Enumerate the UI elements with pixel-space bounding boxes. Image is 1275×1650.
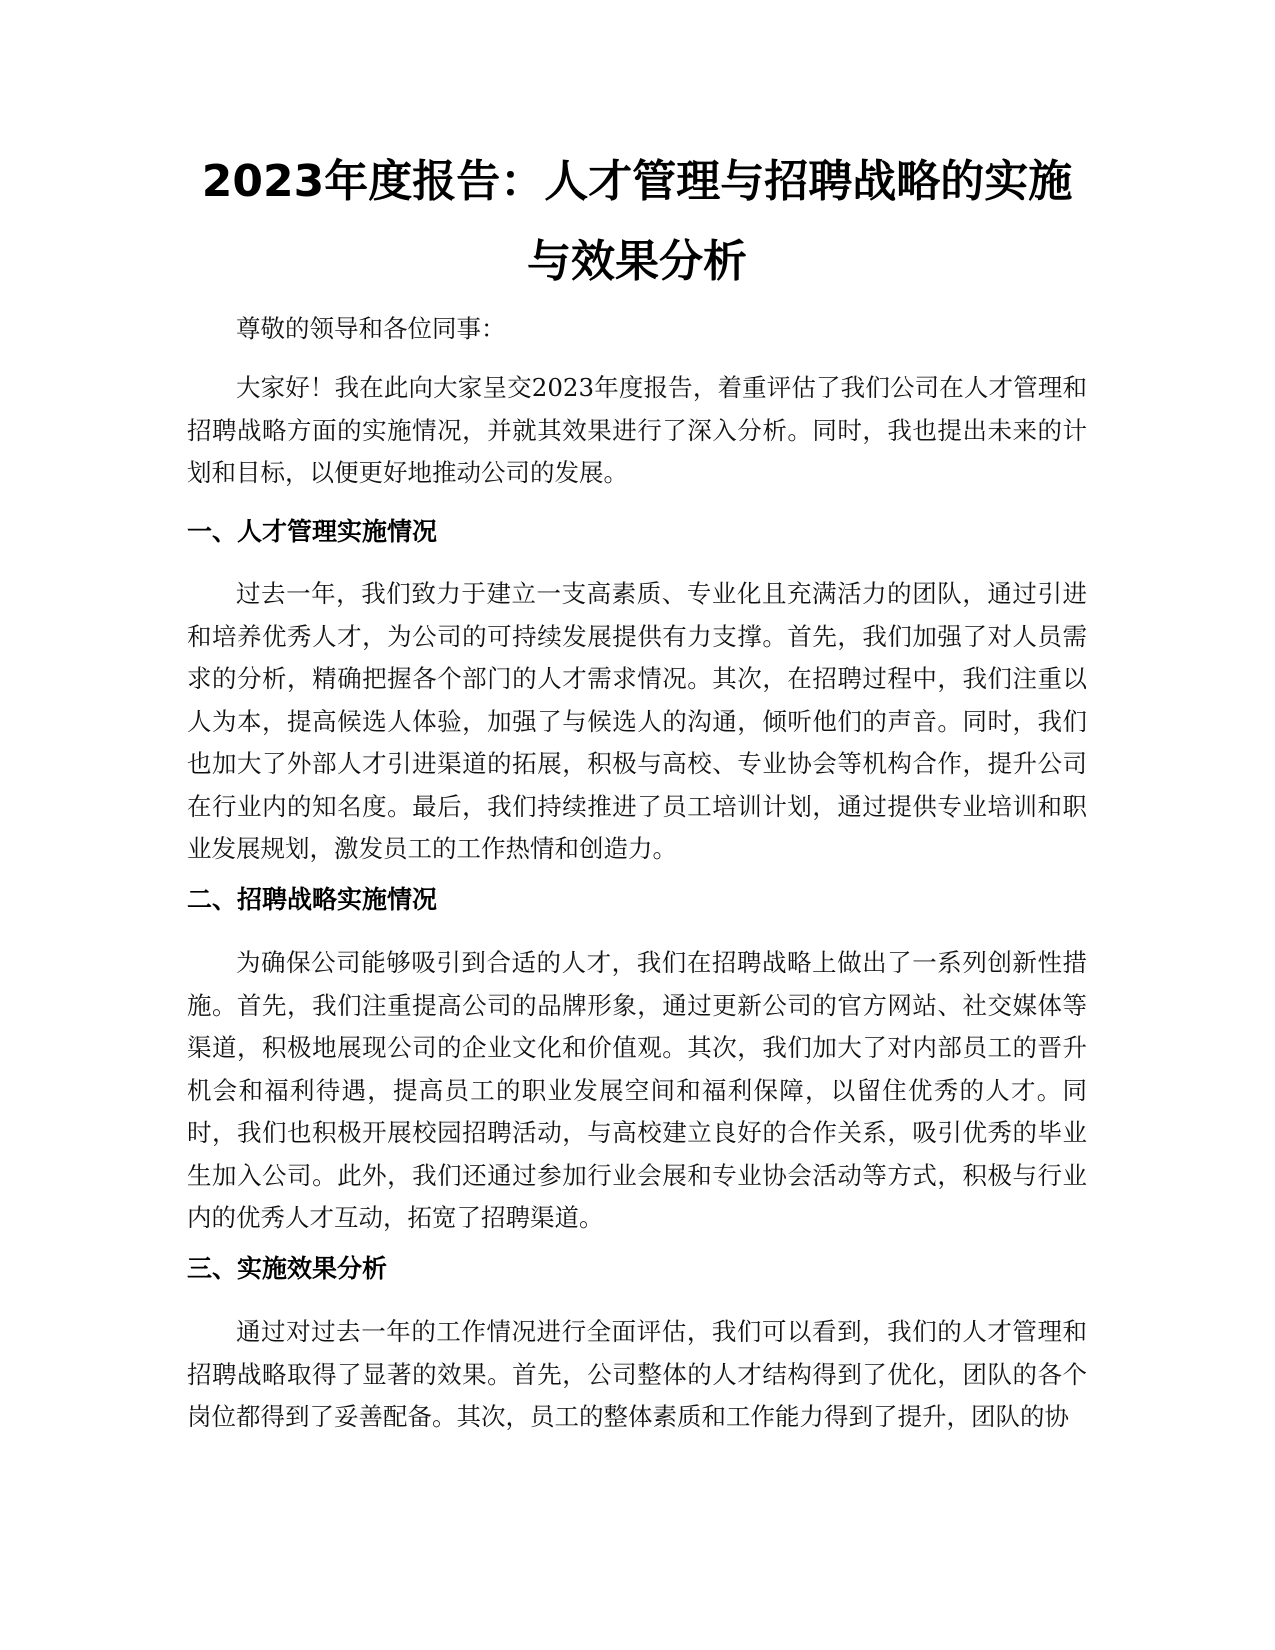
section-heading-recruitment-strategy: 二、招聘战略实施情况 (187, 885, 438, 914)
intro-paragraph: 大家好！我在此向大家呈交2023年度报告，着重评估了我们公司在人才管理和招聘战略方面的实施情况，并就其效果进行了深入分析。同时，我也提出未来的计划和目标，以便更好地推动公司的发展。 (187, 373, 1087, 487)
section-heading-effect-analysis: 三、实施效果分析 (187, 1254, 388, 1283)
section-body-effect-analysis: 通过对过去一年的工作情况进行全面评估，我们可以看到，我们的人才管理和招聘战略取得了显著的效果。首先，公司整体的人才结构得到了优化，团队的各个岗位都得到了妥善配备。其次，员工的整体素质和工作能力得到了提升，团队的协 (187, 1317, 1087, 1431)
section-body-talent-management: 过去一年，我们致力于建立一支高素质、专业化且充满活力的团队，通过引进和培养优秀人才，为公司的可持续发展提供有力支撑。首先，我们加强了对人员需求的分析，精确把握各个部门的人才需求情况。其次，在招聘过程中，我们注重以人为本，提高候选人体验，加强了与候选人的沟通，倾听他们的声音。同时，我们也加大了外部人才引进渠道的拓展，积极与高校、专业协会等机构合作，提升公司在行业内的知名度。最后，我们持续推进了员工培训计划，通过提供专业培训和职业发展规划，激发员工的工作热情和创造力。 (187, 579, 1087, 863)
salutation: 尊敬的领导和各位同事： (236, 314, 506, 343)
section-heading-talent-management: 一、人才管理实施情况 (187, 517, 438, 546)
document-title: 2023年度报告：人才管理与招聘战略的实施与效果分析 (201, 156, 1073, 287)
document-page (187, 0, 1087, 1650)
section-body-recruitment-strategy: 为确保公司能够吸引到合适的人才，我们在招聘战略上做出了一系列创新性措施。首先，我们注重提高公司的品牌形象，通过更新公司的官方网站、社交媒体等渠道，积极地展现公司的企业文化和价值观。其次，我们加大了对内部员工的晋升机会和福利待遇，提高员工的职业发展空间和福利保障，以留住优秀的人才。同时，我们也积极开展校园招聘活动，与高校建立良好的合作关系，吸引优秀的毕业生加入公司。此外，我们还通过参加行业会展和专业协会活动等方式，积极与行业内的优秀人才互动，拓宽了招聘渠道。 (187, 948, 1087, 1232)
